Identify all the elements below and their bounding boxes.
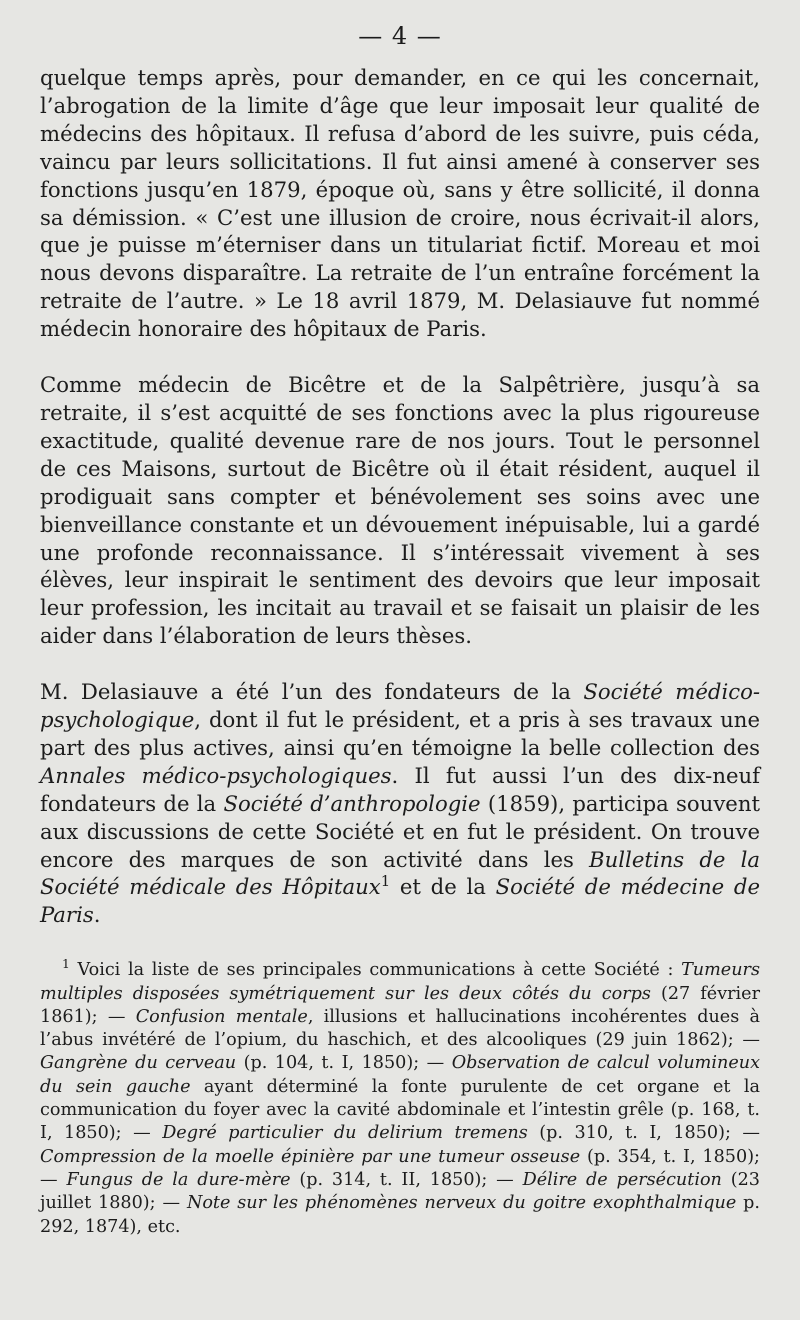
italic-title: Fungus de la dure-mère [66, 1169, 291, 1190]
text-run: et de la [390, 874, 496, 900]
footnote-marker: 1 [380, 873, 391, 891]
text-run: (p. 310, t. I, 1850); — [527, 1123, 760, 1144]
footnote [40, 959, 760, 1239]
italic-title: Société médico-psychologique [40, 679, 760, 733]
page-number: — 4 — [358, 22, 442, 50]
text-run: (p. 104, t. I, 1850); — [236, 1053, 452, 1074]
text-run: (1859), participa souvent aux discussions de cette Société et en fut le président. On trouve encore des marques de son activité dans les [40, 790, 760, 872]
text-run: (23 juillet 1880); — [40, 1169, 760, 1214]
italic-title: Annales médico-psychologiques [40, 762, 392, 788]
text-run: Comme médecin de Bicêtre et de la Salpêtrière, jusqu’à sa retraite, il s’est acquitté de ses fonctions avec la plus rigoureuse exactitude, qualité devenue rare de nos jours. Tout le personnel de ces Maisons, surtout de Bicêtre où il était résident, auquel il prodiguait sans compter et bénévolement ses soins avec une bienveillance constante et un dévouement inépuisable, lui a gardé une profonde reconnaissance. Il s’intéressait vivement à ses élèves, leur inspirait le sentiment des devoirs que leur imposait leur profession, les incitait au travail et se faisait un plaisir de les aider dans l’élaboration de leurs thèses. [40, 372, 760, 649]
text-run: (27 février 1861); — [40, 983, 760, 1027]
text-run: p. 292, 1874), etc. [40, 1193, 760, 1237]
italic-title: Observation de calcul volumineux du sein gauche [40, 1053, 760, 1097]
italic-title: Degré particulier du delirium tremens [162, 1123, 528, 1144]
footnote-marker: 1 [62, 957, 70, 972]
paragraph-1 [40, 64, 760, 343]
italic-title: Bulletins de la Société médicale des Hôpitaux [40, 846, 760, 900]
text-run: ayant déterminé la fonte purulente de cet organe et la communication du foyer avec la cavité abdominale et l’intestin grêle (p. 168, t. I, 1850); — [40, 1076, 760, 1144]
text-run: (p. 354, t. I, 1850); — [40, 1146, 760, 1190]
text-run: , dont il fut le président, et a pris à ses travaux une part des plus actives, ainsi qu’en témoigne la belle collection des [40, 707, 760, 760]
italic-title: Compression de la moelle épinière par une tumeur osseuse [40, 1146, 581, 1167]
italic-title: Société de médecine de Paris [40, 874, 760, 928]
text-run: Voici la liste de ses principales communications à cette Société : [69, 960, 682, 981]
text-run: M. Delasiauve a été l’un des fondateurs de la [40, 679, 584, 705]
italic-title: Société d’anthropologie [223, 790, 481, 816]
italic-title: Tumeurs multiples disposées symétriquement sur les deux côtés du corps [40, 960, 760, 1004]
italic-title: Note sur les phénomènes nerveux du goitre exophthalmique [186, 1193, 737, 1214]
italic-title: Délire de persécution [522, 1169, 722, 1190]
text-run: . Il fut aussi l’un des dix-neuf fondateurs de la [40, 762, 761, 816]
paragraph-3 [40, 678, 760, 929]
italic-title: Gangrène du cerveau [40, 1053, 237, 1074]
text-run: . [93, 902, 101, 928]
italic-title: Confusion mentale [135, 1006, 308, 1027]
text-run: quelque temps après, pour demander, en ce qui les concernait, l’abrogation de la limite d’âge que leur imposait leur qualité de médecins des hôpitaux. Il refusa d’abord de les suivre, puis céda, vaincu par leurs sollicitations. Il fut ainsi amené à conserver ses fonctions jusqu’en 1879, époque où, sans y être sollicité, il donna sa démission. « C’est une illusion de croire, nous écrivait-il alors, que je puisse m’éterniser dans un titulariat fictif. Moreau et moi nous devons disparaître. La retraite de l’un entraîne forcément la retraite de l’autre. » Le 18 avril 1879, M. Delasiauve fut nommé médecin honoraire des hôpitaux de Paris. [40, 65, 760, 342]
paragraph-2 [40, 371, 760, 650]
text-run: (p. 314, t. II, 1850); — [290, 1169, 523, 1190]
text-run: , illusions et hallucinations incohérentes dues à l’abus invétéré de l’opium, du haschich, et des alcooliques (29 juin 1862); — [40, 1006, 760, 1051]
